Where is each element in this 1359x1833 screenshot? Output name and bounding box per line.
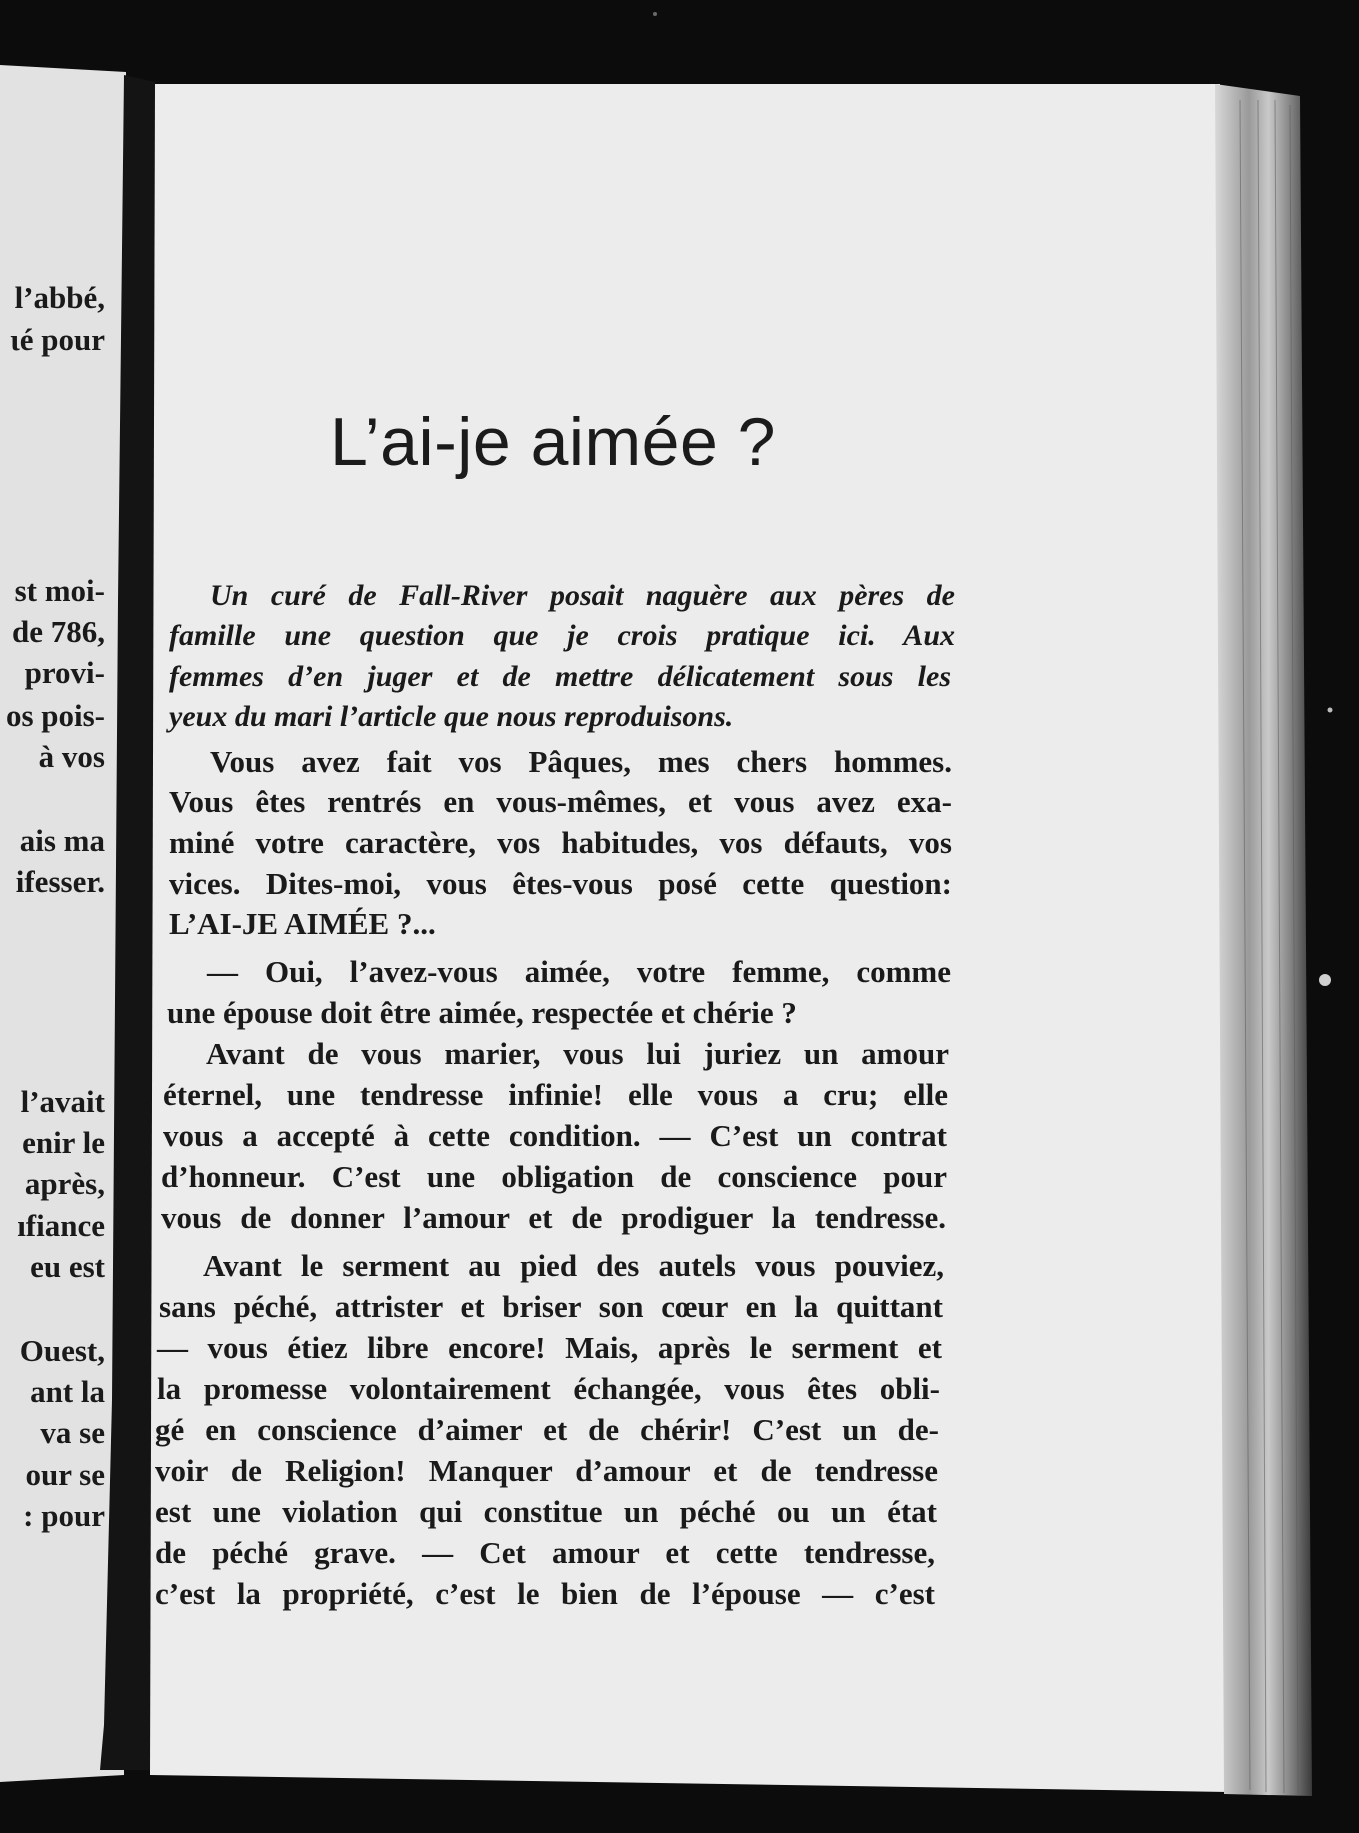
left-fragment: ant la	[30, 1374, 105, 1409]
left-fragment: os pois-	[5, 698, 105, 733]
intro-line: Un curé de Fall-River posait naguère aux pères de	[210, 579, 955, 612]
body-line: sans péché, attrister et briser son cœur en la quittant	[159, 1289, 943, 1324]
body-line: d’honneur. C’est une obligation de conscience pour	[161, 1159, 947, 1194]
left-fragment: st moi-	[14, 573, 105, 608]
body-line: est une violation qui constitue un péché ou un état	[155, 1494, 937, 1529]
body-line: de péché grave. — Cet amour et cette tendresse,	[155, 1535, 935, 1570]
left-fragment: : pour	[23, 1498, 105, 1533]
body-line: miné votre caractère, vos habitudes, vos défauts, vos	[169, 825, 952, 860]
page-edge	[1215, 84, 1312, 1796]
intro-line: yeux du mari l’article que nous reproduisons.	[169, 700, 734, 733]
left-fragment: provi-	[24, 655, 105, 690]
body-line: voir de Religion! Manquer d’amour et de tendresse	[155, 1453, 938, 1488]
left-fragment: ιé pour	[10, 322, 105, 357]
left-fragment: Ouest,	[19, 1333, 105, 1368]
left-fragment: ıfiance	[17, 1208, 105, 1243]
body-line: éternel, une tendresse infinie! elle vous a cru; elle	[163, 1077, 948, 1112]
intro-line: famille une question que je crois pratique ici. Aux	[169, 619, 955, 652]
left-fragment: eu est	[30, 1249, 105, 1284]
intro-line: femmes d’en juger et de mettre délicatement sous les	[169, 660, 951, 693]
page-title: L’ai-je aimée ?	[330, 404, 776, 480]
left-fragment: ais ma	[19, 823, 105, 858]
body-line: Vous avez fait vos Pâques, mes chers hommes.	[210, 744, 952, 779]
left-fragment: de 786,	[12, 614, 105, 649]
left-fragment: l’abbé,	[14, 280, 105, 315]
left-fragment: à vos	[38, 739, 105, 774]
body-line: c’est la propriété, c’est le bien de l’épouse — c’est	[155, 1576, 935, 1611]
body-line: — Oui, l’avez-vous aimée, votre femme, comme	[207, 954, 951, 989]
left-fragment: l’avait	[20, 1084, 105, 1119]
body-line: vous a accepté à cette condition. — C’est un contrat	[163, 1118, 947, 1153]
left-fragment: après,	[24, 1166, 105, 1201]
body-line: gé en conscience d’aimer et de chérir! C’est un de-	[155, 1412, 939, 1447]
body-line: Avant le serment au pied des autels vous pouviez,	[203, 1248, 944, 1283]
body-line: vices. Dites-moi, vous êtes-vous posé cette question:	[169, 866, 952, 901]
left-fragment: our se	[25, 1457, 105, 1492]
body-line: Avant de vous marier, vous lui juriez un amour	[206, 1036, 949, 1071]
body-line: L’AI-JE AIMÉE ?...	[169, 906, 436, 941]
body-line: vous de donner l’amour et de prodiguer la tendresse.	[161, 1200, 946, 1235]
body-line: une épouse doit être aimée, respectée et chérie ?	[167, 995, 797, 1030]
left-fragment: ifesser.	[15, 864, 105, 899]
body-line: la promesse volontairement échangée, vous êtes obli-	[157, 1371, 940, 1406]
left-fragment: va se	[40, 1415, 105, 1450]
body-line: — vous étiez libre encore! Mais, après le serment et	[157, 1330, 942, 1365]
left-fragment: enir le	[22, 1125, 105, 1160]
body-line: Vous êtes rentrés en vous-mêmes, et vous avez exa-	[169, 784, 952, 819]
